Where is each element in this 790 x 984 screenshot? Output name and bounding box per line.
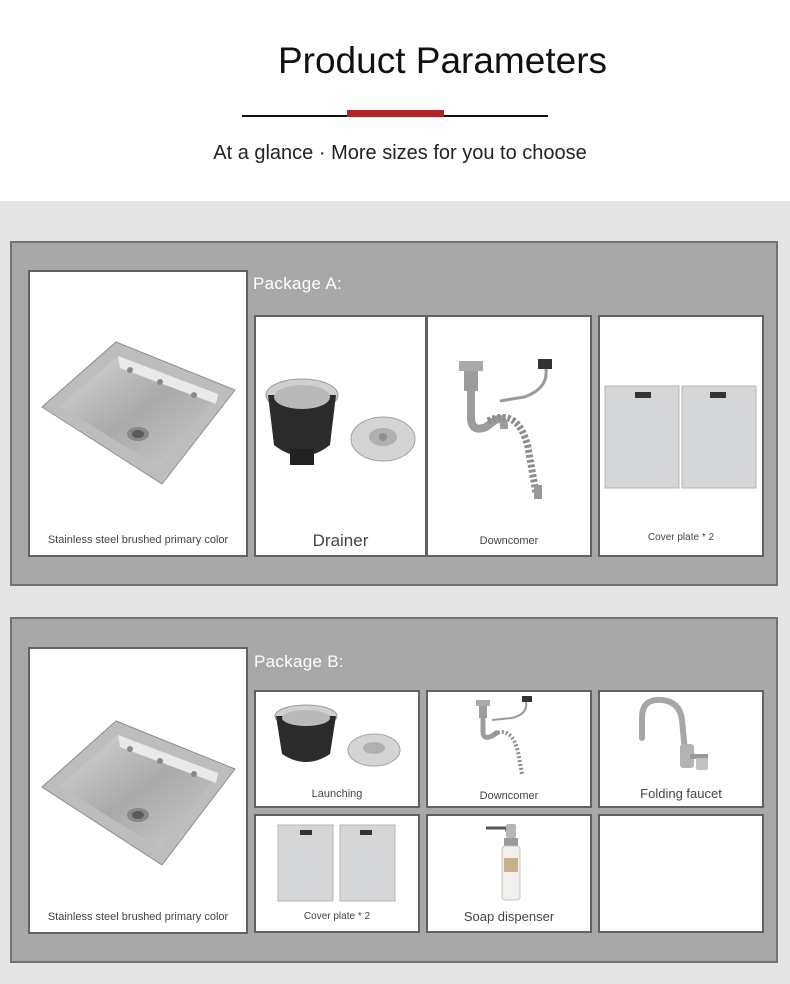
sink-icon: [30, 272, 246, 512]
package-b-sink-card[interactable]: [28, 647, 248, 934]
cover-plate-icon: [600, 317, 762, 517]
item-caption: Downcomer: [479, 790, 539, 802]
downcomer-icon: [428, 692, 590, 788]
package-b-item-launching[interactable]: [254, 690, 420, 808]
drainer-icon: [256, 317, 425, 517]
package-b-item-downcomer[interactable]: [426, 690, 592, 808]
title-rule-left: [242, 115, 348, 117]
package-b-label: Package B:: [254, 652, 344, 671]
item-caption: Launching: [311, 788, 363, 800]
page-header: [0, 0, 790, 201]
item-caption: Folding faucet: [640, 786, 722, 801]
package-a-item-downcomer[interactable]: [426, 315, 592, 557]
item-caption: Cover plate * 2: [303, 911, 371, 922]
sink-caption: Stainless steel brushed primary color: [47, 911, 229, 923]
package-b-panel: [10, 617, 778, 963]
sink-caption: Stainless steel brushed primary color: [47, 534, 229, 546]
item-caption: Downcomer: [479, 535, 539, 547]
sink-icon: [30, 649, 246, 889]
soap-dispenser-icon: [428, 816, 590, 912]
item-caption: Cover plate * 2: [647, 532, 715, 543]
package-b-item-cover-plate[interactable]: [254, 814, 420, 933]
drainer-icon: [256, 692, 418, 788]
package-a-panel: [10, 241, 778, 586]
package-a-item-drainer[interactable]: [254, 315, 427, 557]
item-caption: Soap dispenser: [463, 909, 555, 924]
item-caption: Drainer: [312, 531, 369, 550]
package-b-item-folding-faucet[interactable]: [598, 690, 764, 808]
package-a-label: Package A:: [253, 274, 343, 293]
package-b-item-empty: [598, 814, 764, 933]
downcomer-icon: [428, 317, 590, 517]
title-rule-right: [443, 115, 548, 117]
package-b-item-soap-dispenser[interactable]: [426, 814, 592, 933]
package-a-item-cover-plate[interactable]: [598, 315, 764, 557]
package-a-sink-card[interactable]: [28, 270, 248, 557]
page-subtitle: At a glance · More sizes for you to choose: [213, 142, 587, 164]
page-title: Product Parameters: [277, 40, 608, 81]
cover-plate-icon: [256, 816, 418, 912]
faucet-icon: [600, 692, 762, 788]
title-rule-accent: [347, 110, 444, 117]
